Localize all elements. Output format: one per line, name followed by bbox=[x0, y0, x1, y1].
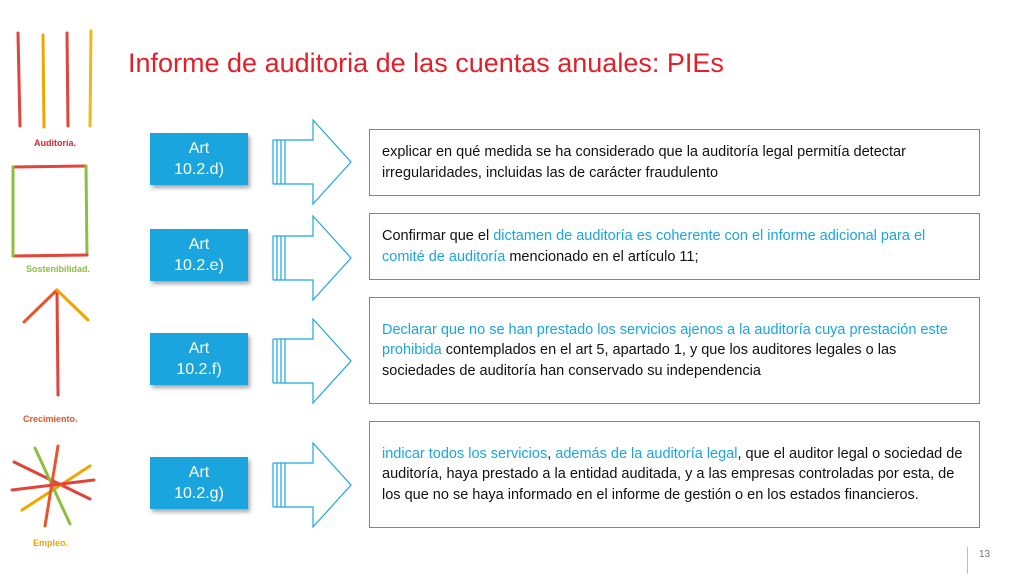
auditoria-lines-icon bbox=[18, 31, 91, 127]
sidebar-label-crecimiento: Crecimiento. bbox=[23, 414, 78, 424]
right-arrow-icon bbox=[271, 441, 355, 529]
footer-divider bbox=[967, 547, 968, 574]
article-badge-prefix: Art bbox=[188, 140, 210, 157]
sostenibilidad-square-icon bbox=[13, 166, 87, 256]
article-badge-10-2-f bbox=[150, 333, 248, 385]
brand-sidebar bbox=[0, 0, 110, 576]
right-arrow-icon bbox=[271, 317, 355, 405]
description-box-10-2-g bbox=[369, 421, 980, 528]
highlighted-text-segment: además de la auditoría legal bbox=[555, 445, 738, 462]
text-segment: mencionado en el artículo 11; bbox=[505, 248, 699, 265]
article-badge-prefix: Art bbox=[188, 464, 210, 481]
sidebar-label-empleo: Empleo. bbox=[33, 538, 69, 548]
page-number: 13 bbox=[979, 549, 991, 560]
right-arrow-icon bbox=[271, 214, 355, 302]
sidebar-label-sostenibilidad: Sostenibilidad. bbox=[26, 264, 91, 274]
text-segment: Confirmar que el bbox=[382, 228, 494, 244]
brand-graphic bbox=[0, 0, 110, 576]
empleo-star-icon bbox=[12, 446, 94, 526]
description-text bbox=[382, 142, 967, 183]
article-badge-number: 10.2.e) bbox=[174, 257, 224, 274]
article-badge-number: 10.2.g) bbox=[174, 485, 224, 502]
description-box-10-2-f bbox=[369, 297, 980, 404]
text-segment: contemplados en el art 5, apartado 1, y que los auditores legales o las sociedades de auditoría han conservado su independencia bbox=[382, 342, 897, 379]
highlighted-text-segment: indicar todos los servicios bbox=[382, 445, 548, 462]
description-text bbox=[382, 226, 967, 267]
description-box-10-2-d bbox=[369, 129, 980, 196]
article-badge-10-2-g bbox=[150, 457, 248, 509]
article-badge-10-2-d bbox=[150, 133, 248, 185]
article-badge-prefix: Art bbox=[188, 340, 210, 357]
article-badge-number: 10.2.f) bbox=[176, 361, 222, 378]
description-text bbox=[382, 444, 967, 506]
article-badge-number: 10.2.d) bbox=[174, 161, 224, 178]
text-segment: explicar en qué medida se ha considerado que la auditoría legal permitía detectar irregularidades, incluidas las de carácter fraudulento bbox=[382, 144, 906, 181]
text-segment: , bbox=[547, 445, 556, 462]
page-title: Informe de auditoria de las cuentas anuales: PIEs bbox=[128, 48, 724, 78]
description-box-10-2-e bbox=[369, 213, 980, 280]
highlighted-text-segment: dictamen de auditoría es coherente con el informe adicional para el comité de auditoría bbox=[382, 228, 926, 265]
article-badge-prefix: Art bbox=[188, 236, 210, 253]
text-segment: , que el auditor legal o sociedad de auditoría, haya prestado a la entidad auditada, y a las empresas controladas por esta, de los que no se haya informado en el informe de gestión o en los estados financieros. bbox=[382, 445, 963, 503]
highlighted-text-segment: Declarar que no se han prestado los servicios ajenos a la auditoría cuya prestación este prohibida bbox=[382, 321, 948, 359]
description-text bbox=[382, 320, 967, 382]
sidebar-label-auditoria: Auditoría. bbox=[34, 138, 76, 148]
crecimiento-arrow-icon bbox=[24, 290, 88, 395]
right-arrow-icon bbox=[271, 118, 355, 206]
article-badge-10-2-e bbox=[150, 229, 248, 281]
